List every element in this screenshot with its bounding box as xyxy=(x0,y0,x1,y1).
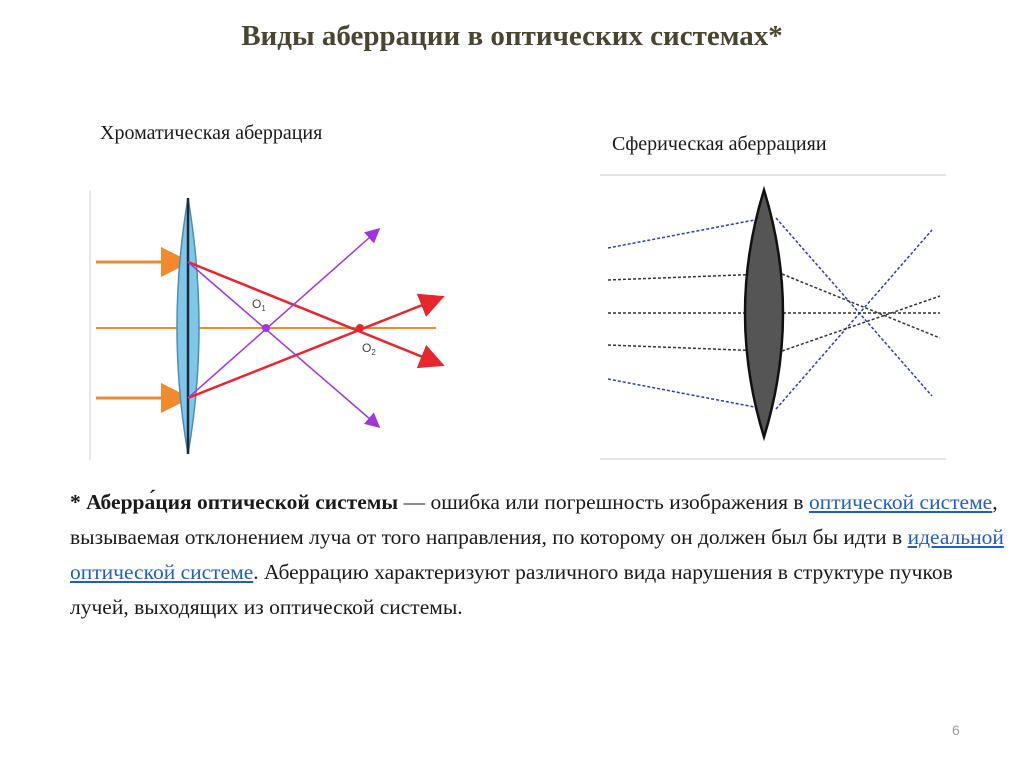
marginal-ray-bottom-in xyxy=(608,379,765,409)
focus-label-1: $O_1$ xyxy=(252,297,266,313)
paraxial-ray-bottom-out xyxy=(782,296,940,351)
definition-text-3: . Аберрацию характеризуют различного вида нарушения в структуре пучков лучей, выходящих из оптической системы. xyxy=(70,560,953,619)
violet-ray-bottom xyxy=(188,230,378,398)
slide-title: Виды аберрации в оптических системах* xyxy=(241,20,783,52)
marginal-ray-top-out xyxy=(776,218,932,396)
definition-text-1: — ошибка или погрешность изображения в xyxy=(398,490,809,514)
focus-label-2: $O_2$ xyxy=(362,341,376,357)
link-optical-system[interactable]: оптической системе xyxy=(808,490,993,514)
page-number: 6 xyxy=(952,722,960,738)
definition-term: * Аберра́ция оптической системы xyxy=(70,490,399,514)
spherical-lens xyxy=(745,190,783,437)
focus-point-red xyxy=(356,324,364,332)
violet-ray-top xyxy=(188,262,378,426)
aberration-definition xyxy=(70,485,1010,625)
marginal-ray-top-in xyxy=(608,218,765,248)
spherical-aberration-diagram xyxy=(600,172,950,462)
chromatic-aberration-diagram xyxy=(88,190,448,460)
definition-text-2: , вызываемая отклонением луча от того направления, по которому он должен был бы идти в xyxy=(70,490,998,549)
focus-point-violet xyxy=(262,324,270,332)
marginal-ray-bottom-out xyxy=(776,230,932,409)
chromatic-aberration-caption: Хроматическая аберрация xyxy=(100,122,323,144)
spherical-aberration-caption: Сферическая аберрацияи xyxy=(612,133,827,155)
paraxial-ray-top-out xyxy=(782,274,940,338)
paraxial-ray-bottom-in xyxy=(608,345,765,351)
link-ideal-optical-system[interactable]: идеальной оптической системе xyxy=(70,525,1004,584)
paraxial-ray-top-in xyxy=(608,274,765,280)
